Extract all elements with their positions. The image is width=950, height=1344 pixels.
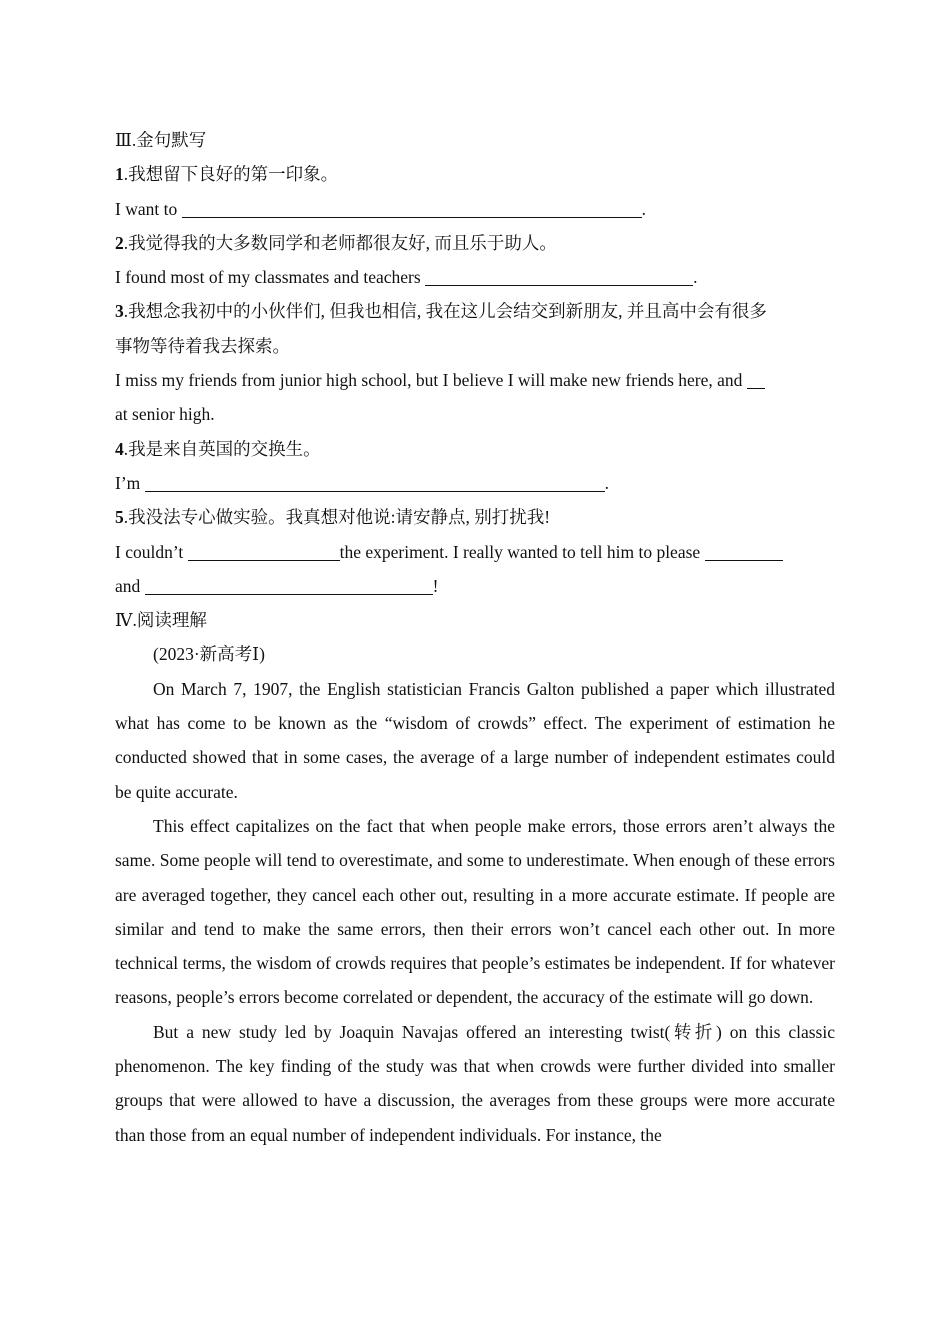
question-3-english-line1 xyxy=(115,363,835,397)
answer-blank[interactable] xyxy=(145,473,605,492)
sentence-part: and xyxy=(115,575,145,596)
answer-blank[interactable] xyxy=(145,576,433,595)
answer-blank[interactable] xyxy=(182,199,642,218)
sentence-part: ! xyxy=(432,575,439,596)
answer-blank[interactable] xyxy=(747,370,765,389)
question-number: 1 xyxy=(115,164,124,185)
question-text: .我是来自英国的交换生。 xyxy=(123,438,321,459)
sentence-part: the experiment. I really wanted to tell him to please xyxy=(339,541,705,562)
document-content xyxy=(115,123,835,1152)
question-text: .我想念我初中的小伙伴们, 但我也相信, 我在这儿会结交到新朋友, 并且高中会有很多 xyxy=(123,301,767,322)
sentence-prefix: I found most of my classmates and teachers xyxy=(115,267,426,288)
question-3-chinese-line2: 事物等待着我去探索。 xyxy=(115,335,290,356)
question-number: 2 xyxy=(115,232,124,253)
sentence-suffix: . xyxy=(693,267,698,288)
passage-paragraph-2: This effect capitalizes on the fact that when people make errors, those errors aren’t always the same. Some people will tend to overestimate, and some to underestimate. When enough of these errors are averaged together, they cancel each other out, resulting in a more accurate estimate. If people are similar and tend to make the same errors, then their errors won’t cancel each other out. In more technical terms, the wisdom of crowds requires that people’s estimates be independent. If for whatever reasons, people’s errors become correlated or dependent, the accuracy of the estimate will go down. xyxy=(115,815,835,1008)
question-2-chinese xyxy=(115,226,835,260)
answer-blank[interactable] xyxy=(188,542,340,561)
question-1-english xyxy=(115,192,835,226)
question-5-chinese xyxy=(115,500,835,534)
sentence-prefix: I’m xyxy=(115,472,145,493)
passage-paragraph-1: On March 7, 1907, the English statistician Francis Galton published a paper which illustrated what has come to be known as the “wisdom of crowds” effect. The experiment of estimation he conducted showed that in some cases, the average of a large number of independent estimates could be quite accurate. xyxy=(115,678,835,802)
section-heading-iii: Ⅲ.金句默写 xyxy=(115,130,207,150)
question-text: .我觉得我的大多数同学和老师都很友好, 而且乐于助人。 xyxy=(123,232,557,253)
question-5-english-line2 xyxy=(115,569,835,603)
question-number: 4 xyxy=(115,438,124,459)
sentence-prefix: I miss my friends from junior high school, but I believe I will make new friends here, and xyxy=(115,370,747,391)
question-5-english-line1 xyxy=(115,535,835,569)
question-1-chinese xyxy=(115,157,835,191)
passage-paragraph-3: But a new study led by Joaquin Navajas offered an interesting twist(转折) on this classic phenomenon. The key finding of the study was that when crowds were further divided into smaller groups that were allowed to have a discussion, the averages from these groups were more accurate than those from an equal number of independent individuals. For instance, the xyxy=(115,1021,835,1145)
question-4-english xyxy=(115,466,835,500)
question-2-english xyxy=(115,260,835,294)
sentence-suffix: . xyxy=(641,198,646,219)
sentence-part: I couldn’t xyxy=(115,541,188,562)
passage-source: (2023·新高考Ⅰ) xyxy=(153,644,265,665)
question-number: 5 xyxy=(115,507,124,528)
sentence-prefix: I want to xyxy=(115,198,182,219)
sentence-suffix: . xyxy=(604,472,610,493)
question-3-english-line2: at senior high. xyxy=(115,404,215,425)
question-text: .我想留下良好的第一印象。 xyxy=(123,164,339,185)
section-heading-iv: Ⅳ.阅读理解 xyxy=(115,610,207,631)
question-3-chinese-line1 xyxy=(115,294,835,328)
question-text: .我没法专心做实验。我真想对他说:请安静点, 别打扰我! xyxy=(123,507,551,528)
question-4-chinese xyxy=(115,432,835,466)
answer-blank[interactable] xyxy=(705,542,783,561)
question-number: 3 xyxy=(115,301,124,322)
answer-blank[interactable] xyxy=(425,267,693,286)
